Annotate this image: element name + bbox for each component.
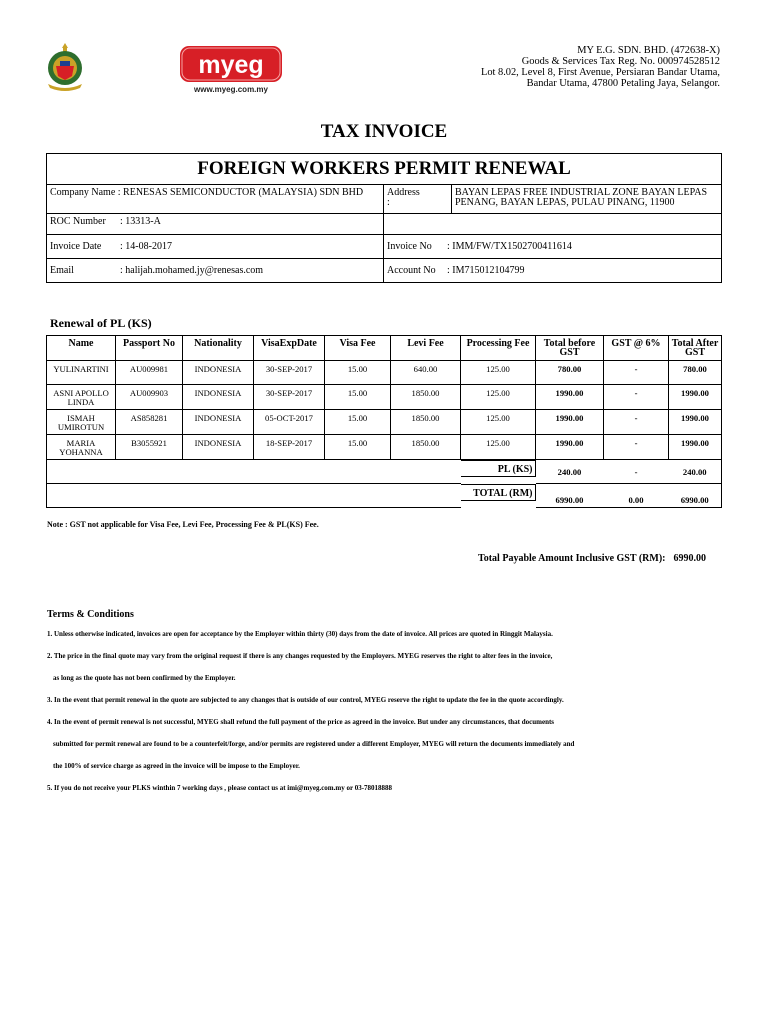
total-after-gst-cell: 1990.00 — [669, 385, 722, 410]
company-name-value: RENESAS SEMICONDUCTOR (MALAYSIA) SDN BHD — [123, 187, 364, 198]
nationality-cell: INDONESIA — [183, 361, 254, 385]
passport-cell: B3055921 — [116, 435, 183, 460]
nationality-cell: INDONESIA — [183, 385, 254, 410]
account-value: : IM715012104799 — [447, 264, 525, 276]
invoice-no-cell — [384, 235, 722, 259]
total-payable-label: Total Payable Amount Inclusive GST (RM): — [477, 553, 666, 564]
processing-fee-cell: 125.00 — [461, 361, 536, 385]
terms-line: the 100% of service charge as agreed in the invoice will be impose to the Employer. — [53, 762, 300, 770]
terms-line: 5. If you do not receive your PLKS winthin 7 working days , please contact us at imi@myeg.com.my or 03-78018888 — [47, 784, 393, 792]
nationality-cell: INDONESIA — [183, 410, 254, 435]
terms-line: 4. In the event of permit renewal is not successful, MYEG shall refund the full payment of the price as agreed in the invoice. But under any circumstances, that documents — [47, 718, 555, 726]
email-label: Email — [50, 264, 74, 276]
visa-exp-cell: 30-SEP-2017 — [254, 385, 325, 410]
passport-cell: AU009981 — [116, 361, 183, 385]
table-row — [47, 410, 722, 435]
levi-fee-cell: 1850.00 — [391, 435, 461, 460]
terms-line: 3. In the event that permit renewal in the quote are subjected to any changes that is outside of our control, MYEG reserve the right to update the fee in the quote accordingly. — [47, 696, 564, 704]
terms-line: submitted for permit renewal are found to be a counterfeit/forge, and/or permits are registered under a different Employer, MYEG will return the documents immediately and — [53, 740, 575, 748]
nationality-cell: INDONESIA — [183, 435, 254, 460]
column-header: GST @ 6% — [604, 336, 669, 361]
terms-heading: Terms & Conditions — [47, 609, 134, 620]
total-before-gst-cell: 780.00 — [536, 361, 604, 385]
processing-fee-cell: 125.00 — [461, 385, 536, 410]
invoice-date-value: : 14-08-2017 — [120, 240, 172, 252]
customer-info-table — [46, 153, 722, 283]
column-header: Passport No — [116, 336, 183, 361]
total-after-gst-cell: 1990.00 — [669, 410, 722, 435]
gst-note: Note : GST not applicable for Visa Fee, Levi Fee, Processing Fee & PL(KS) Fee. — [47, 520, 319, 529]
company-line: Goods & Services Tax Reg. No. 000974528512 — [521, 56, 720, 67]
address-value: BAYAN LEPAS FREE INDUSTRIAL ZONE BAYAN LEPAS PENANG, BAYAN LEPAS, PULAU PINANG, 11900 — [452, 185, 722, 214]
roc-label: ROC Number — [50, 216, 106, 227]
total-spacer — [47, 484, 461, 508]
name-cell: YULINARTINI — [47, 361, 116, 385]
address-label: Address — [387, 187, 420, 198]
invoice-no-value: : IMM/FW/TX1502700411614 — [447, 240, 572, 252]
column-header: Name — [47, 336, 116, 361]
total-after-gst-cell: 780.00 — [669, 361, 722, 385]
visa-fee-cell: 15.00 — [325, 410, 391, 435]
passport-cell: AS858281 — [116, 410, 183, 435]
terms-line: as long as the quote has not been confirmed by the Employer. — [53, 674, 236, 682]
column-header: Processing Fee — [461, 336, 536, 361]
total-after-gst-cell: 1990.00 — [669, 435, 722, 460]
total-payable — [478, 553, 706, 564]
myeg-logo — [178, 40, 284, 96]
total-gst: 0.00 — [604, 484, 669, 508]
terms-line: 1. Unless otherwise indicated, invoices are open for acceptance by the Employer within thirty (30) days from the date of invoice. All prices are quoted in Ringgit Malaysia. — [47, 630, 553, 638]
visa-fee-cell: 15.00 — [325, 385, 391, 410]
invoice-date-cell — [47, 235, 384, 259]
name-cell: MARIA YOHANNA — [47, 435, 116, 460]
table-row — [47, 385, 722, 410]
visa-exp-cell: 18-SEP-2017 — [254, 435, 325, 460]
column-header: Visa Fee — [325, 336, 391, 361]
account-label: Account No — [387, 264, 436, 276]
email-cell — [47, 259, 384, 283]
column-header: Total After GST — [669, 336, 722, 361]
visa-fee-cell: 15.00 — [325, 361, 391, 385]
pl-gst: - — [604, 460, 669, 484]
account-cell — [384, 259, 722, 283]
section-title: Renewal of PL (KS) — [50, 316, 152, 330]
immigration-crest-icon — [42, 40, 88, 92]
total-payable-amount: 6990.00 — [673, 553, 706, 564]
name-cell: ISMAH UMIROTUN — [47, 410, 116, 435]
visa-exp-cell: 05-OCT-2017 — [254, 410, 325, 435]
email-value: : halijah.mohamed.jy@renesas.com — [120, 264, 264, 276]
total-row — [47, 484, 722, 508]
processing-fee-cell: 125.00 — [461, 435, 536, 460]
table-row — [47, 435, 722, 460]
column-header: Nationality — [183, 336, 254, 361]
address-colon: : — [387, 197, 390, 208]
visa-fee-cell: 15.00 — [325, 435, 391, 460]
svg-text:www.myeg.com.my: www.myeg.com.my — [194, 85, 268, 94]
company-line: Lot 8.02, Level 8, First Avenue, Persiaran Bandar Utama, — [480, 67, 720, 78]
service-banner: FOREIGN WORKERS PERMIT RENEWAL — [47, 154, 722, 185]
pl-spacer — [47, 460, 461, 484]
total-before-gst-cell: 1990.00 — [536, 410, 604, 435]
address-label-cell — [384, 185, 452, 214]
gst-cell: - — [604, 435, 669, 460]
company-line: MY E.G. SDN. BHD. (472638-X) — [577, 45, 720, 56]
empty-cell — [384, 214, 722, 235]
company-line: Bandar Utama, 47800 Petaling Jaya, Selangor. — [526, 78, 720, 89]
levi-fee-cell: 640.00 — [391, 361, 461, 385]
column-header: Total before GST — [536, 336, 604, 361]
terms-list — [47, 630, 574, 806]
pl-total-after-gst: 240.00 — [669, 460, 722, 484]
column-header: VisaExpDate — [254, 336, 325, 361]
total-after-gst: 6990.00 — [669, 484, 722, 508]
gst-cell: - — [604, 361, 669, 385]
roc-cell — [47, 214, 384, 235]
company-details — [481, 45, 720, 89]
svg-text:myeg: myeg — [198, 51, 264, 79]
company-name-cell — [47, 185, 384, 214]
invoice-date-label: Invoice Date — [50, 240, 102, 252]
page-title: TAX INVOICE — [320, 121, 448, 142]
total-before-gst: 6990.00 — [536, 484, 604, 508]
passport-cell: AU009903 — [116, 385, 183, 410]
terms-line: 2. The price in the final quote may vary from the original request if there is any changes requested by the Employers. MYEG reserves the right to alter fees in the invoice, — [47, 652, 553, 660]
total-before-gst-cell: 1990.00 — [536, 385, 604, 410]
name-cell: ASNI APOLLO LINDA — [47, 385, 116, 410]
visa-exp-cell: 30-SEP-2017 — [254, 361, 325, 385]
total-label: TOTAL (RM) — [461, 484, 536, 501]
table-row — [47, 361, 722, 385]
gst-cell: - — [604, 410, 669, 435]
renewal-table — [46, 335, 722, 508]
pl-row — [47, 460, 722, 484]
total-before-gst-cell: 1990.00 — [536, 435, 604, 460]
invoice-no-label: Invoice No — [387, 240, 432, 252]
company-name-label: Company Name : — [50, 187, 121, 198]
pl-total-before-gst: 240.00 — [536, 460, 604, 484]
levi-fee-cell: 1850.00 — [391, 410, 461, 435]
levi-fee-cell: 1850.00 — [391, 385, 461, 410]
gst-cell: - — [604, 385, 669, 410]
processing-fee-cell: 125.00 — [461, 410, 536, 435]
column-header: Levi Fee — [391, 336, 461, 361]
pl-label: PL (KS) — [461, 460, 536, 477]
roc-value: : 13313-A — [120, 216, 161, 227]
